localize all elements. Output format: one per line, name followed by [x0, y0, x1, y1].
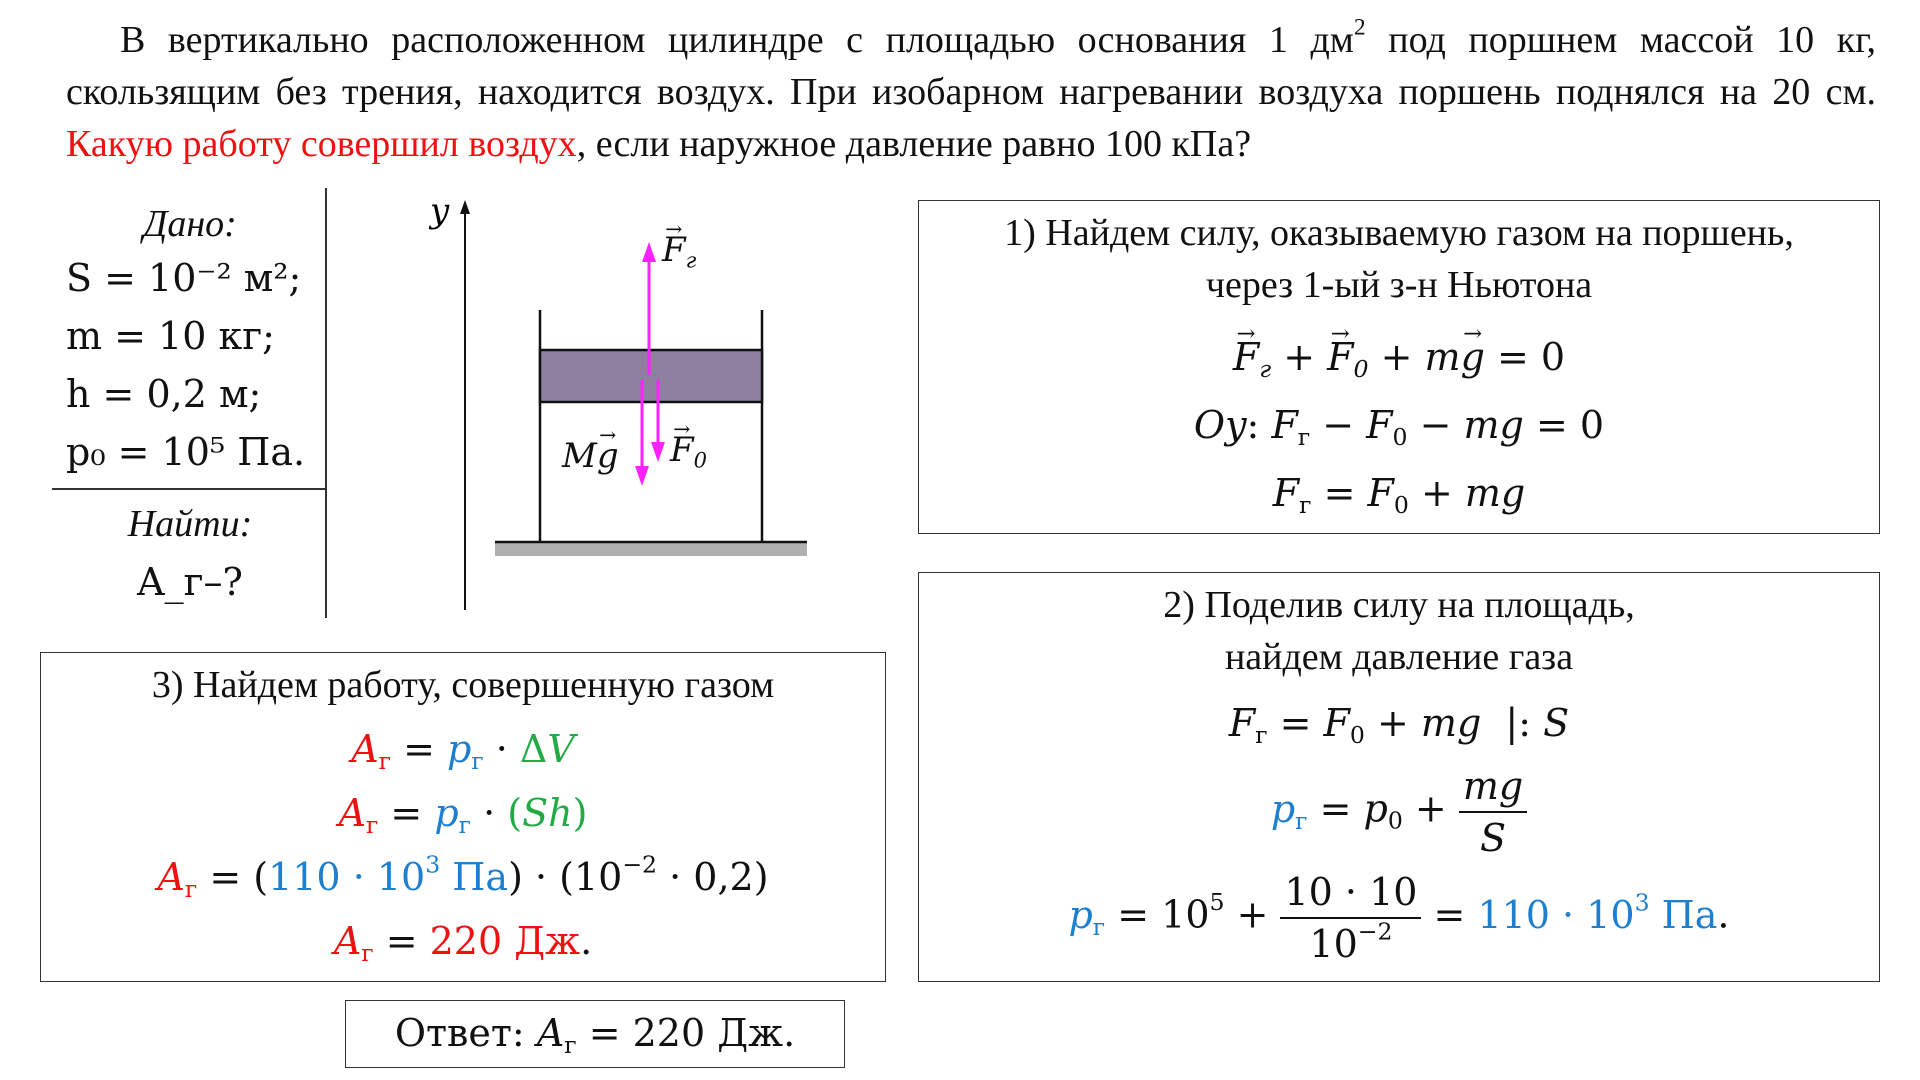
- step1-box: [918, 200, 1880, 534]
- step1-eq3: $F_г = F_0$ + mg: [1272, 471, 1526, 520]
- given-height-text: h = 0,2 м;: [66, 372, 262, 416]
- force-gas-arrowhead-icon: [642, 242, 656, 262]
- problem-text-1: В вертикально расположенном цилиндре с площадью основания 1 дм: [120, 19, 1354, 61]
- given-pressure: [66, 430, 305, 474]
- y-axis-arrow-icon: [460, 200, 470, 214]
- answer-box: [345, 1000, 845, 1068]
- step3-eq4: $A_г = 220$ Дж.: [333, 919, 593, 968]
- given-divider-vertical: [325, 188, 327, 618]
- step3-eq3: $A_г = (110 \cdot 10^3$ $Па) \cdot (10^{-2} \cdot 0,2)$: [157, 850, 769, 904]
- force-mg-label: M→ g: [562, 436, 619, 476]
- step1-eq1: → $F_г$ + → $F_0 + m\to g = 0$: [919, 335, 1879, 379]
- step2-box: [918, 572, 1880, 982]
- given-area-text: S = 10⁻² м²;: [66, 256, 302, 300]
- answer-label: Ответ:: [394, 1011, 525, 1055]
- step2-title-2: найдем давление газа: [1224, 636, 1574, 678]
- problem-unit-exponent: 2: [1353, 14, 1366, 41]
- given-pressure-text: p₀ = 10⁵ Па.: [66, 430, 306, 474]
- given-mass: [66, 314, 275, 358]
- problem-text-2: под поршнем массой 10 кг, скользящим без трения, находится воздух. При изобарном нагревании воздуха поршень поднялся на 20 см.: [66, 19, 1876, 113]
- cylinder-diagram: [420, 190, 840, 620]
- step3-box: [40, 652, 886, 982]
- step1-title-1: 1) Найдем силу, оказываемую газом на поршень,: [1004, 212, 1794, 254]
- y-axis-label: y: [430, 191, 450, 231]
- step2-eq3: $p_г = 10^5$ + $\frac{10 \cdot 10}{10^{-2}}$ = $110 \cdot 10^3$ Па.: [919, 867, 1879, 969]
- given-area: [66, 256, 301, 300]
- step1-eq2: Oy: $F_г - F_0$ − mg = 0: [1193, 403, 1605, 452]
- force-f0-arrowhead-icon: [651, 442, 665, 462]
- find-value: A_г–?: [137, 560, 243, 604]
- force-mg-arrowhead-icon: [635, 466, 649, 486]
- given-section: [50, 190, 330, 620]
- given-title: Дано:: [143, 203, 237, 245]
- force-f0-label: → $F_0$: [670, 430, 707, 470]
- problem-text-3: , если наружное давление равно 100 кПа?: [576, 123, 1252, 165]
- problem-question: Какую работу совершил воздух: [66, 123, 577, 165]
- step3-eq1: $A_г = p_г \cdot \Delta V$: [351, 727, 575, 776]
- problem-statement: [66, 14, 1876, 170]
- given-height: [66, 372, 261, 416]
- step3-eq2: $A_г = p_г \cdot (Sh)$: [338, 791, 588, 840]
- find-title: Найти:: [127, 503, 253, 545]
- step2-eq2: $p_г = p_0$ + $\frac{mg}{S}$: [919, 761, 1879, 863]
- step1-title-2: через 1-ый з-н Ньютона: [1205, 264, 1593, 306]
- ground-shading: [495, 542, 807, 556]
- given-mass-text: m = 10 кг;: [66, 314, 275, 358]
- step3-title: 3) Найдем работу, совершенную газом: [151, 664, 775, 706]
- force-gas-label: → $F_г$: [662, 230, 696, 270]
- given-divider-horizontal: [52, 488, 325, 490]
- piston: [540, 350, 762, 402]
- step2-title-1: 2) Поделив силу на площадь,: [1163, 584, 1635, 626]
- answer-line: Ответ: $A_г = 220$ Дж.: [394, 1011, 796, 1060]
- step2-eq1: $F_г = F_0$ + mg |: S: [1228, 701, 1570, 750]
